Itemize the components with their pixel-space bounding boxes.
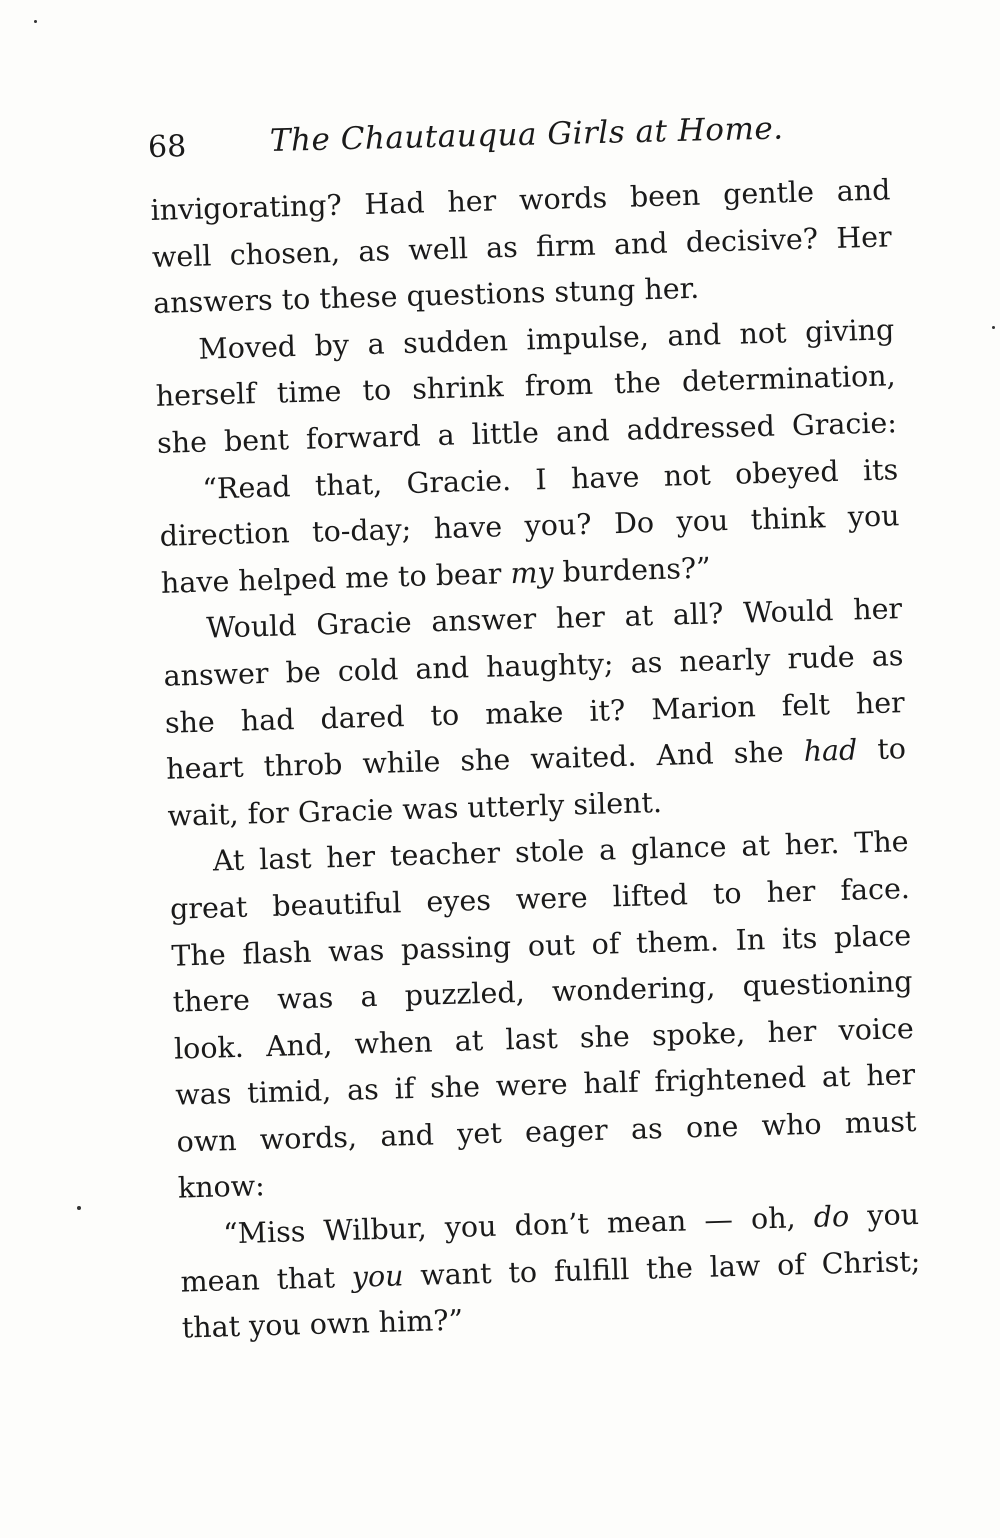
text-line: that you own him?” — [181, 1303, 464, 1345]
italic-word: my — [509, 555, 555, 590]
body-text — [150, 167, 922, 1352]
italic-word: you — [351, 1259, 404, 1294]
text-line: The flash was passing out of them. In its place — [170, 918, 912, 973]
text-line: wait, for Gracie was utterly silent. — [167, 785, 663, 833]
scan-speck — [992, 326, 995, 329]
text-line: she bent forward a little and addressed Gracie: — [156, 406, 898, 460]
running-title: The Chautauqua Girls at Home. — [269, 110, 784, 160]
scan-speck — [34, 20, 37, 23]
text-line: answer be cold and haughty; as nearly rude as — [163, 639, 904, 693]
scan-speck — [77, 1206, 81, 1210]
text-line: invigorating? Had her words been gentle and — [150, 173, 891, 227]
text-line: answers to these questions stung her. — [152, 271, 700, 321]
text-segment: mean that — [180, 1260, 353, 1299]
text-line: herself time to shrink from the determination, — [155, 359, 897, 414]
text-line: she had dared to make it? Marion felt her — [164, 685, 906, 740]
text-segment: have helped me to bear — [160, 556, 511, 600]
page-number: 68 — [147, 129, 187, 165]
text-line: direction to-day; have you? Do you think you — [159, 499, 900, 554]
text-segment: to — [856, 732, 907, 767]
italic-word: had — [803, 733, 858, 769]
text-line: there was a puzzled, wondering, questioning — [172, 965, 913, 1019]
text-line: own words, and yet eager as one who must — [176, 1104, 917, 1159]
page-header — [147, 104, 888, 172]
text-line: look. And, when at last she spoke, her voice — [173, 1011, 915, 1066]
text-line: Would Gracie answer her at all? Would her — [205, 592, 903, 645]
text-segment: heart throb while she waited. And she — [165, 735, 805, 786]
text-segment: you — [848, 1197, 920, 1233]
text-line: know: — [177, 1169, 266, 1206]
text-segment: “Miss Wilbur, you don’t mean — oh, — [222, 1200, 815, 1251]
text-segment: want to fulfill the law of Christ; — [402, 1244, 921, 1292]
text-line: well chosen, as well as firm and decisive? Her — [151, 219, 893, 274]
text-line: was timid, as if she were half frightened at her — [174, 1058, 916, 1112]
text-segment: burdens?” — [553, 551, 712, 589]
text-line: “Read that, Gracie. I have not obeyed its — [201, 452, 899, 506]
text-line: great beautiful eyes were lifted to her face. — [169, 871, 911, 926]
text-line: At last her teacher stole a glance at her. The — [212, 825, 910, 878]
text-line: Moved by a sudden impulse, and not giving — [198, 313, 895, 366]
italic-word: do — [813, 1199, 850, 1234]
